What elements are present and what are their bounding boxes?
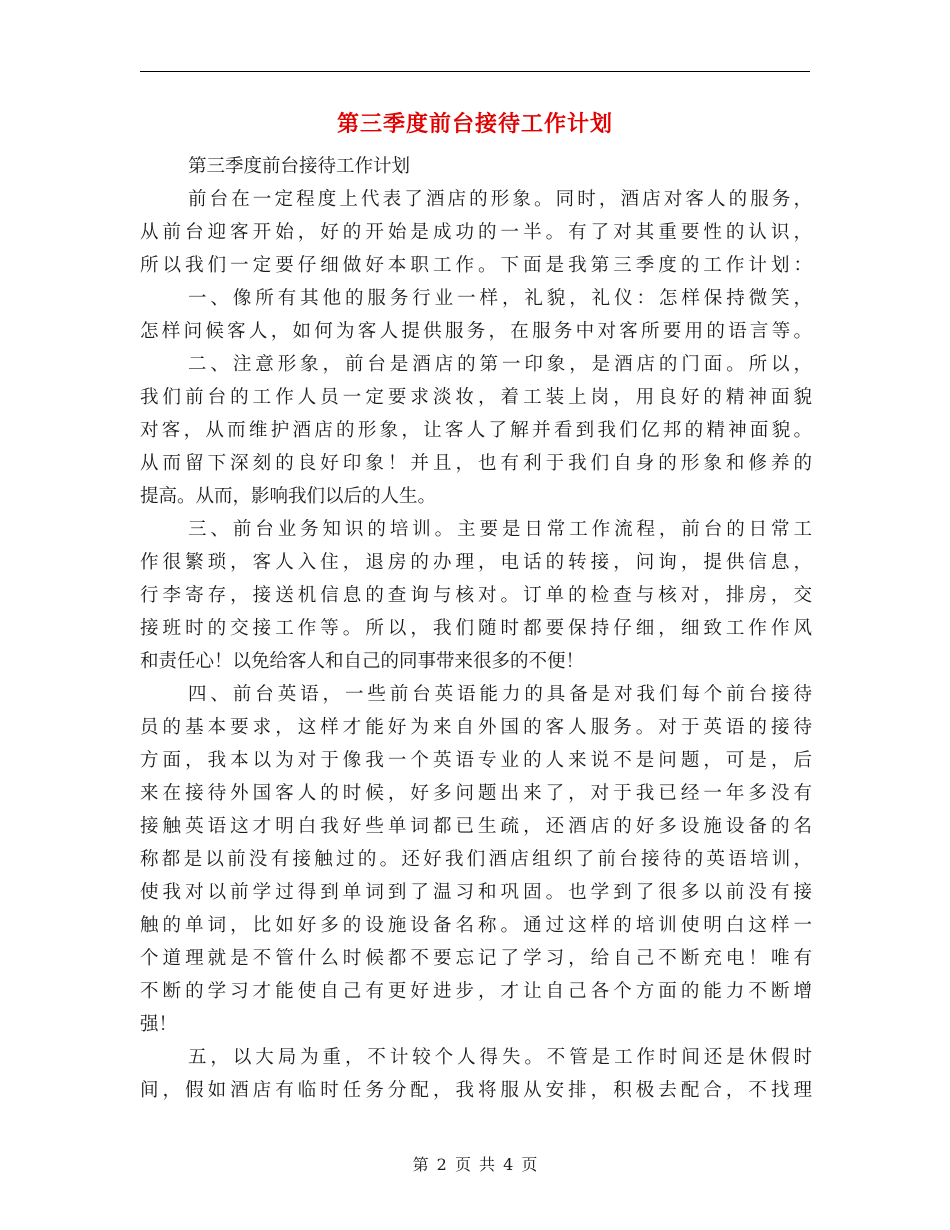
text-line: 怎样问候客人，如何为客人提供服务，在服务中对客所要用的语言等。 [140,321,812,342]
text-line: 从前台迎客开始，好的开始是成功的一半。有了对其重要性的认识， [140,222,812,243]
text-line: 前台在一定程度上代表了酒店的形象。同时，酒店对客人的服务， [188,189,812,210]
text-line: 强！ [140,1014,178,1035]
document-title: 第三季度前台接待工作计划 [336,111,613,137]
text-line: 个道理就是不管什么时候都不要忘记了学习，给自己不断充电！唯有 [140,948,812,969]
text-line: 称都是以前没有接触过的。还好我们酒店组织了前台接待的英语培训， [140,849,812,870]
text-line: 作很繁琐，客人入住，退房的办理，电话的转接，问询，提供信息， [140,552,812,573]
text-line: 四、前台英语，一些前台英语能力的具备是对我们每个前台接待 [188,684,812,705]
text-line: 间，假如酒店有临时任务分配，我将服从安排，积极去配合，不找理 [140,1080,812,1101]
text-line: 不断的学习才能使自己有更好进步，才让自己各个方面的能力不断增 [140,981,812,1002]
text-line: 对客，从而维护酒店的形象，让客人了解并看到我们亿邦的精神面貌。 [140,420,812,441]
text-line: 我们前台的工作人员一定要求淡妆，着工装上岗，用良好的精神面貌 [140,387,812,408]
text-line: 使我对以前学过得到单词到了温习和巩固。也学到了很多以前没有接 [140,882,812,903]
text-line: 从而留下深刻的良好印象！并且，也有利于我们自身的形象和修养的 [140,453,812,474]
text-line: 和责任心！以免给客人和自己的同事带来很多的不便！ [140,651,585,672]
text-line: 二、注意形象，前台是酒店的第一印象，是酒店的门面。所以， [188,354,812,375]
text-line: 员的基本要求，这样才能好为来自外国的客人服务。对于英语的接待 [140,717,812,738]
text-line: 方面，我本以为对于像我一个英语专业的人来说不是问题，可是，后 [140,750,812,771]
text-line: 一、像所有其他的服务行业一样，礼貌，礼仪：怎样保持微笑， [188,288,812,309]
text-line: 三、前台业务知识的培训。主要是日常工作流程，前台的日常工 [188,519,812,540]
text-line: 接触英语这才明白我好些单词都已生疏，还酒店的好多设施设备的名 [140,816,812,837]
text-line: 提高。从而，影响我们以后的人生。 [140,486,437,507]
document-body [140,150,812,1107]
text-line: 触的单词，比如好多的设施设备名称。通过这样的培训使明白这样一 [140,915,812,936]
page-number-footer: 第 2 页 共 4 页 [412,1155,538,1174]
text-line: 行李寄存，接送机信息的查询与核对。订单的检查与核对，排房，交 [140,585,812,606]
header-rule [140,71,810,72]
text-line: 来在接待外国客人的时候，好多问题出来了，对于我已经一年多没有 [140,783,812,804]
text-line: 五，以大局为重，不计较个人得失。不管是工作时间还是休假时 [188,1047,812,1068]
text-line: 接班时的交接工作等。所以，我们随时都要保持仔细，细致工作作风 [140,618,812,639]
text-line: 所以我们一定要仔细做好本职工作。下面是我第三季度的工作计划： [140,255,812,276]
text-line: 第三季度前台接待工作计划 [188,156,411,177]
